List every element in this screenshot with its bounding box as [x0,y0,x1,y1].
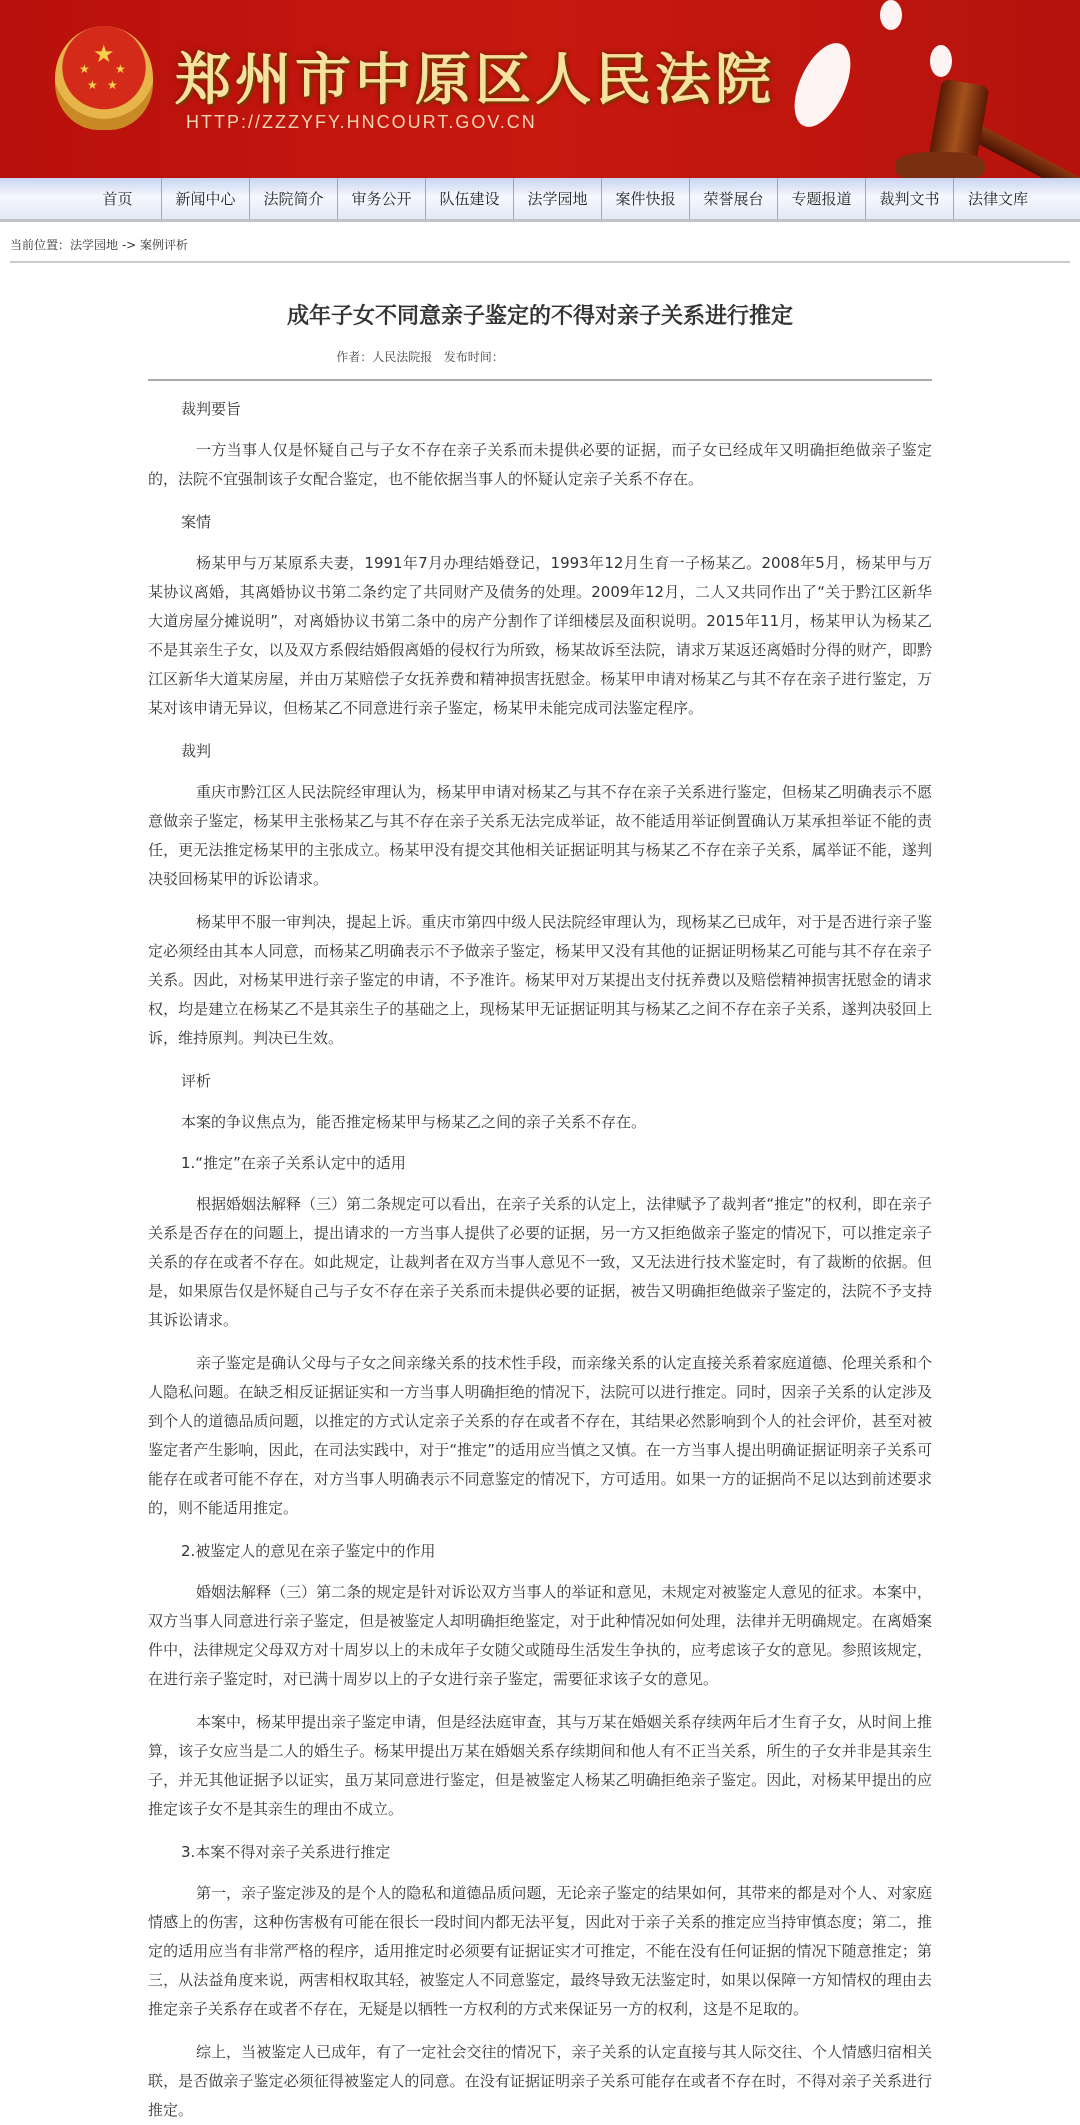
section-heading: 3.本案不得对亲子关系进行推定 [181,1843,391,1861]
paragraph: 杨某甲与万某原系夫妻，1991年7月办理结婚登记，1993年12月生育一子杨某乙。2008年5月，杨某甲与万某协议离婚，其离婚协议书第二条约定了共同财产及债务的处理。2009年12月，二人又共同作出了“关于黔江区新华大道房屋分摊说明”，对离婚协议书第二条中的房产分割作了详细楼层及面积说明。2015年11月，杨某甲认为杨某乙不是其亲生子女，以及双方系假结婚假离婚的侵权行为所致，杨某故诉至法院，请求万某返还离婚时分得的财产，即黔江区新华大道某房屋，并由万某赔偿子女抚养费和精神损害抚慰金。杨某甲申请对杨某乙与其不存在亲子进行鉴定，万某对该申请无异议，但杨某乙不同意进行亲子鉴定，杨某甲未能完成司法鉴定程序。 [148,554,932,717]
section-heading: 2.被鉴定人的意见在亲子鉴定中的作用 [181,1542,436,1560]
site-url: HTTP://ZZZYFY.HNCOURT.GOV.CN [186,112,537,132]
site-banner [0,0,1080,178]
section-heading: 本案的争议焦点为，能否推定杨某甲与杨某乙之间的亲子关系不存在。 [181,1113,647,1131]
section-heading: 裁判 [181,742,212,760]
nav-item[interactable]: 法院简介 [250,178,338,219]
divider [148,379,932,381]
section-heading: 评析 [181,1072,212,1090]
paragraph: 一方当事人仅是怀疑自己与子女不存在亲子关系而未提供必要的证据，而子女已经成年又明确拒绝做亲子鉴定的，法院不宜强制该子女配合鉴定，也不能依据当事人的怀疑认定亲子关系不存在。 [148,441,932,488]
publish-time-label: 发布时间： [443,350,504,364]
paragraph: 第一，亲子鉴定涉及的是个人的隐私和道德品质问题，无论亲子鉴定的结果如何，其带来的都是对个人、对家庭情感上的伤害，这种伤害极有可能在很长一段时间内都无法平复，因此对于亲子关系的推定应当持审慎态度；第二，推定的适用应当有非常严格的程序，适用推定时必须要有证据证实才可推定，不能在没有任何证据的情况下随意推定；第三，从法益角度来说，两害相权取其轻，被鉴定人不同意鉴定，最终导致无法鉴定时，如果以保障一方知情权的理由去推定亲子关系存在或者不存在，无疑是以牺牲一方权利的方式来保证另一方的权利，这是不足取的。 [148,1884,932,2018]
nav-item[interactable]: 荣誉展台 [690,178,778,219]
nav-item[interactable]: 裁判文书 [866,178,954,219]
section-heading: 1.“推定”在亲子关系认定中的适用 [181,1154,406,1172]
article-meta [148,348,932,365]
dove-icon [783,35,862,136]
article-body [148,395,932,2125]
paragraph: 本案中，杨某甲提出亲子鉴定申请，但是经法庭审查，其与万某在婚姻关系存续两年后才生育子女，从时间上推算，该子女应当是二人的婚生子。杨某甲提出万某在婚姻关系存续期间和他人有不正当关系，所生的子女并非是其亲生子，并无其他证据予以证实，虽万某同意进行鉴定，但是被鉴定人杨某乙明确拒绝亲子鉴定。因此，对杨某甲提出的应推定该子女不是其亲生的理由不成立。 [148,1713,932,1818]
nav-item[interactable]: 队伍建设 [426,178,514,219]
national-emblem-icon: ★ ★ ★ ★ ★ [55,26,153,130]
paragraph: 根据婚姻法解释（三）第二条规定可以看出，在亲子关系的认定上，法律赋予了裁判者“推定”的权利，即在亲子关系是否存在的问题上，提出请求的一方当事人提供了必要的证据，另一方又拒绝做亲子鉴定的情况下，可以推定亲子关系的存在或者不存在。如此规定，让裁判者在双方当事人意见不一致，又无法进行技术鉴定时，有了裁断的依据。但是，如果原告仅是怀疑自己与子女不存在亲子关系而未提供必要的证据，被告又明确拒绝做亲子鉴定的，法院不予支持其诉讼请求。 [148,1195,932,1329]
paragraph: 重庆市黔江区人民法院经审理认为，杨某甲申请对杨某乙与其不存在亲子关系进行鉴定，但杨某乙明确表示不愿意做亲子鉴定，杨某甲主张杨某乙与其不存在亲子关系无法完成举证，故不能适用举证倒置确认万某承担举证不能的责任，更无法推定杨某甲的主张成立。杨某甲没有提交其他相关证据证明其与杨某乙不存在亲子关系，属举证不能，遂判决驳回杨某甲的诉讼请求。 [148,783,932,888]
dove-icon [930,45,952,77]
nav-item[interactable]: 法学园地 [514,178,602,219]
site-title: 郑州市中原区人民法院 [175,48,775,113]
nav-item[interactable]: 审务公开 [338,178,426,219]
nav-item[interactable]: 法律文库 [967,190,1028,208]
breadcrumb: 当前位置：法学园地 -> 案例评析 [10,236,1070,263]
dove-icon [880,0,902,30]
author: 作者：人民法院报 [336,350,433,364]
paragraph: 杨某甲不服一审判决，提起上诉。重庆市第四中级人民法院经审理认为，现杨某乙已成年，对于是否进行亲子鉴定必须经由其本人同意，而杨某乙明确表示不予做亲子鉴定，杨某甲又没有其他的证据证明杨某乙可能与其不存在亲子关系。因此，对杨某甲进行亲子鉴定的申请，不予准许。杨某甲对万某提出支付抚养费以及赔偿精神损害抚慰金的请求权，均是建立在杨某乙不是其亲生子的基础之上，现杨某甲无证据证明其与杨某乙之间不存在亲子关系，遂判决驳回上诉，维持原判。判决已生效。 [148,913,932,1047]
article [148,299,932,2125]
section-heading: 裁判要旨 [181,400,242,418]
paragraph: 亲子鉴定是确认父母与子女之间亲缘关系的技术性手段，而亲缘关系的认定直接关系着家庭道德、伦理关系和个人隐私问题。在缺乏相反证据证实和一方当事人明确拒绝的情况下，法院可以进行推定。同时，因亲子关系的认定涉及到个人的道德品质问题，以推定的方式认定亲子关系的存在或者不存在，其结果必然影响到个人的社会评价，甚至对被鉴定者产生影响，因此，在司法实践中，对于“推定”的适用应当慎之又慎。在一方当事人提出明确证据证明亲子关系可能存在或者可能不存在，对方当事人明确表示不同意鉴定的情况下，方可适用。如果一方的证据尚不足以达到前述要求的，则不能适用推定。 [148,1354,932,1517]
nav-item[interactable]: 案件快报 [602,178,690,219]
section-heading: 案情 [181,513,212,531]
nav-item[interactable]: 新闻中心 [162,178,250,219]
nav-item[interactable]: 首页 [74,178,162,219]
paragraph: 综上，当被鉴定人已成年，有了一定社会交往的情况下，亲子关系的认定直接与其人际交往、个人情感归宿相关联，是否做亲子鉴定必须征得被鉴定人的同意。在没有证据证明亲子关系可能存在或者不存在时，不得对亲子关系进行推定。 [148,2043,932,2119]
gavel-base-icon [895,152,985,178]
paragraph: 婚姻法解释（三）第二条的规定是针对诉讼双方当事人的举证和意见，未规定对被鉴定人意见的征求。本案中，双方当事人同意进行亲子鉴定，但是被鉴定人却明确拒绝鉴定，对于此种情况如何处理，法律并无明确规定。在离婚案件中，法律规定父母双方对十周岁以上的未成年子女随父或随母生活发生争执的，应考虑该子女的意见。参照该规定，在进行亲子鉴定时，对已满十周岁以上的子女进行亲子鉴定，需要征求该子女的意见。 [148,1583,932,1688]
main-nav [0,178,1080,222]
nav-item[interactable]: 专题报道 [778,178,866,219]
article-title: 成年子女不同意亲子鉴定的不得对亲子关系进行推定 [286,304,793,329]
